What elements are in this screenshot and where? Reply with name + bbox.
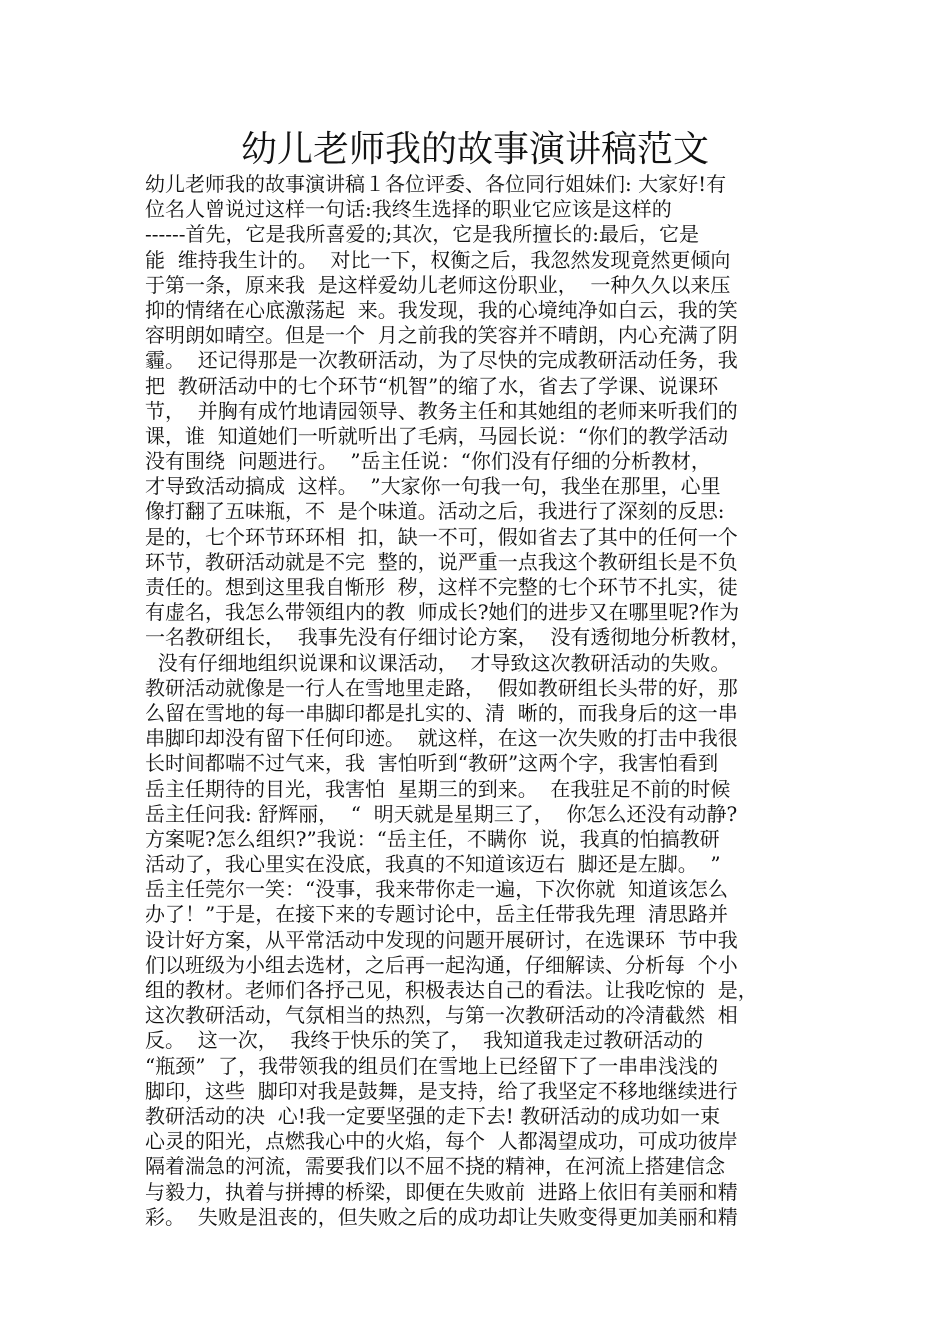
body-text-line: 位名人曾说过这样一句话:我终生选择的职业它应该是这样的 bbox=[145, 197, 672, 222]
body-text-line: 霾。 还记得那是一次教研活动，为了尽快的完成教研活动任务，我 bbox=[145, 348, 738, 373]
body-text-line: ------首先，它是我所喜爱的;其次，它是我所擅长的:最后，它是 bbox=[145, 222, 700, 247]
body-text-line: 么留在雪地的每一串脚印都是扎实的、清 晰的，而我身后的这一串 bbox=[145, 700, 738, 725]
body-text-line: 串脚印却没有留下任何印迹。 就这样，在这一次失败的打击中我很 bbox=[145, 726, 738, 751]
body-text-line: 能 维持我生计的。 对比一下，权衡之后，我忽然发现竟然更倾向 bbox=[145, 247, 731, 272]
body-text-line: 们以班级为小组去选材，之后再一起沟通，仔细解读、分析每 个小 bbox=[145, 952, 738, 977]
body-text-line: 课，谁 知道她们一听就听出了毛病，马园长说：“你们的教学活动 bbox=[145, 423, 728, 448]
body-text-line: 组的教材。老师们各抒己见，积极表达自己的看法。让我吃惊的 是， bbox=[145, 978, 758, 1002]
body-text-line: 反。 这一次， 我终于快乐的笑了， 我知道我走过教研活动的 bbox=[145, 1028, 704, 1053]
body-text-line: 与毅力，执着与拼搏的桥梁，即便在失败前 进路上依旧有美丽和精 bbox=[145, 1179, 738, 1204]
body-text-line: 幼儿老师我的故事演讲稿１各位评委、各位同行姐妹们: 大家好!有 bbox=[145, 172, 727, 196]
body-text-line: 像打翻了五味瓶，不 是个味道。活动之后，我进行了深刻的反思: bbox=[145, 499, 725, 524]
body-text-line: 抑的情绪在心底激荡起 来。我发现，我的心境纯净如白云，我的笑 bbox=[145, 297, 738, 322]
body-text-line: 活动了，我心里实在没底，我真的不知道该迈右 脚还是左脚。 ” bbox=[145, 852, 721, 877]
body-text-line: 有虚名，我怎么带领组内的教 师成长?她们的进步又在哪里呢?作为 bbox=[145, 600, 740, 625]
body-text-line: 方案呢?怎么组织?”我说：“岳主任，不瞒你 说，我真的怕搞教研 bbox=[145, 826, 720, 851]
body-text-line: 岳主任问我: 舒辉丽， “ 明天就是星期三了， 你怎么还没有动静? bbox=[145, 801, 738, 826]
body-text-line: 没有仔细地组织说课和议课活动， 才导致这次教研活动的失败。 bbox=[145, 650, 731, 675]
body-text-line: 隔着湍急的河流，需要我们以不屈不挠的精神，在河流上搭建信念 bbox=[145, 1154, 725, 1179]
body-text-line: 设计好方案，从平常活动中发现的问题开展研讨，在选课环 节中我 bbox=[145, 927, 738, 952]
document-body bbox=[145, 172, 809, 1230]
body-text-line: 于第一条，原来我 是这样爱幼儿老师这份职业， 一种久久以来压 bbox=[145, 272, 731, 297]
body-text-line: “瓶颈” 了，我带领我的组员们在雪地上已经留下了一串串浅浅的 bbox=[145, 1053, 719, 1078]
body-text-line: 这次教研活动，气氛相当的热烈，与第一次教研活动的冷清截然 相 bbox=[145, 1003, 738, 1028]
body-text-line: 一名教研组长， 我事先没有仔细讨论方案， 没有透彻地分析教材， bbox=[145, 625, 751, 650]
body-text-line: 脚印，这些 脚印对我是鼓舞，是支持，给了我坚定不移地继续进行 bbox=[145, 1078, 738, 1103]
body-text-line: 才导致活动搞成 这样。 ”大家你一句我一句，我坐在那里，心里 bbox=[145, 474, 721, 499]
body-text-line: 责任的。想到这里我自惭形 秽，这样不完整的七个环节不扎实，徒 bbox=[145, 575, 738, 599]
body-text-line: 没有围绕 问题进行。 ”岳主任说：“你们没有仔细的分析教材， bbox=[145, 449, 711, 474]
body-text-line: 节， 并胸有成竹地请园领导、教务主任和其她组的老师来听我们的 bbox=[145, 398, 738, 423]
body-text-line: 把 教研活动中的七个环节“机智”的缩了水，省去了学课、说课环 bbox=[145, 373, 719, 398]
body-text-line: 心灵的阳光，点燃我心中的火焰，每个 人都渴望成功，可成功彼岸 bbox=[145, 1129, 738, 1154]
body-text-line: 教研活动就像是一行人在雪地里走路， 假如教研组长头带的好，那 bbox=[145, 675, 738, 700]
body-text-line: 岳主任莞尔一笑：“没事，我来带你走一遍，下次你就 知道该怎么 bbox=[145, 877, 728, 902]
body-text-line: 办了！”于是，在接下来的专题讨论中，岳主任带我先理 清思路并 bbox=[145, 902, 728, 927]
body-text-line: 容明朗如晴空。但是一个 月之前我的笑容并不晴朗，内心充满了阴 bbox=[145, 323, 738, 348]
body-text-line: 岳主任期待的目光，我害怕 星期三的到来。 在我驻足不前的时候 bbox=[145, 776, 731, 801]
body-text-line: 教研活动的决 心!我一定要坚强的走下去! 教研活动的成功如一束 bbox=[145, 1103, 721, 1128]
body-text-line: 长时间都喘不过气来，我 害怕听到“教研”这两个字，我害怕看到 bbox=[145, 751, 719, 776]
body-text-line: 环节，教研活动就是不完 整的，说严重一点我这个教研组长是不负 bbox=[145, 549, 738, 574]
body-text-line: 彩。 失败是沮丧的，但失败之后的成功却让失败变得更加美丽和精 bbox=[145, 1204, 738, 1229]
body-text-line: 是的，七个环节环环相 扣，缺一不可，假如省去了其中的任何一个 bbox=[145, 524, 738, 549]
document-title: 幼儿老师我的故事演讲稿范文 bbox=[240, 129, 709, 170]
